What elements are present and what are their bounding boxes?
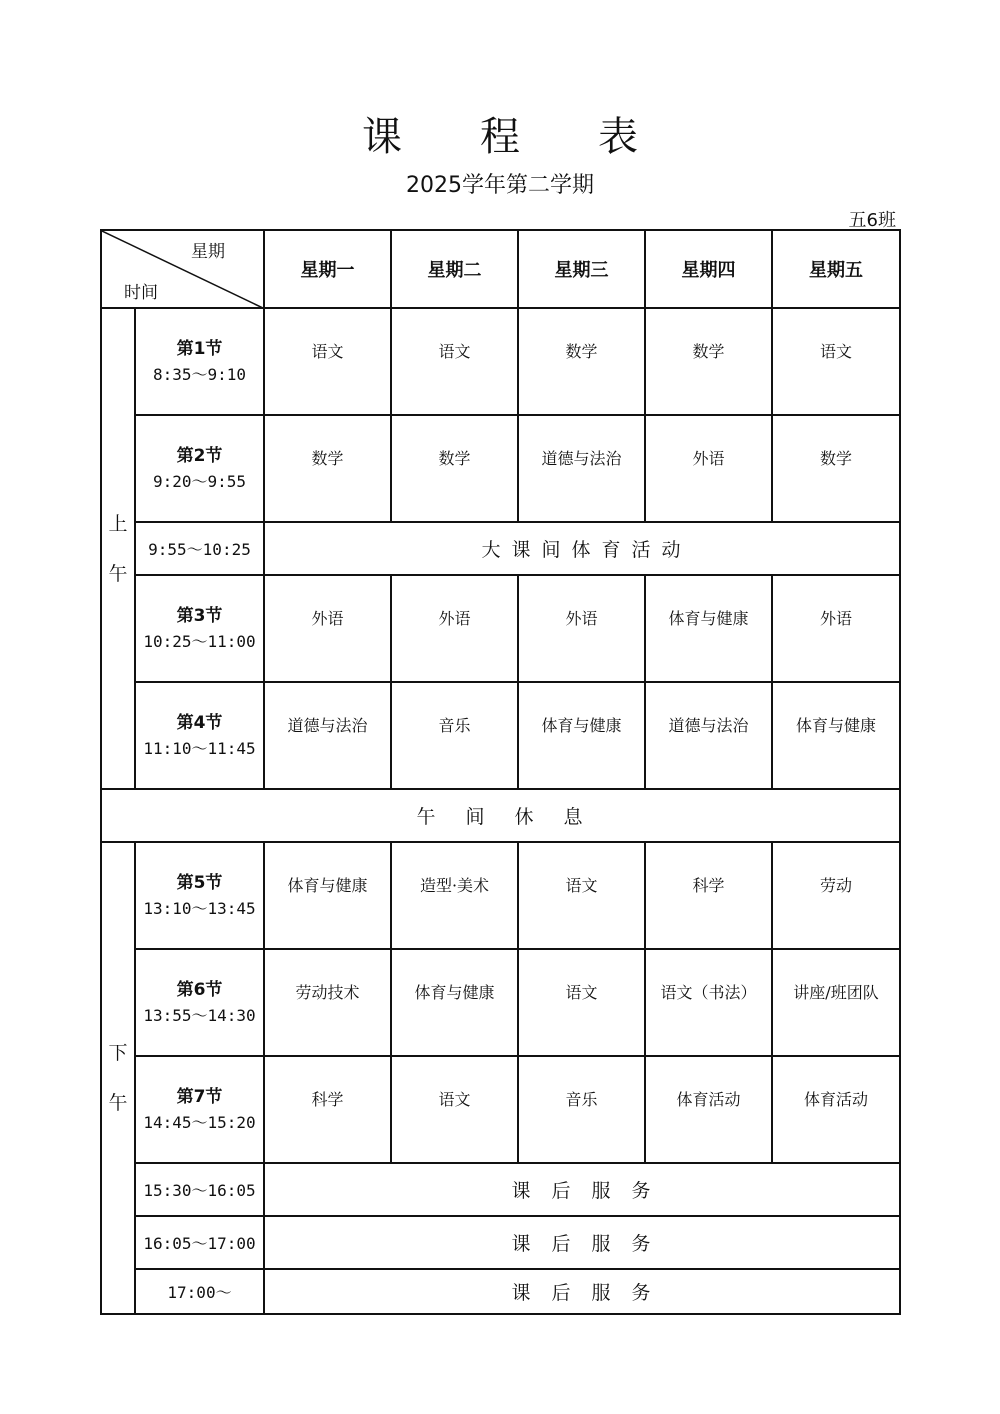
course-cell: 讲座/班团队 bbox=[772, 949, 900, 1056]
course-cell: 外语 bbox=[518, 575, 645, 682]
page-title: 课程表 bbox=[362, 114, 716, 160]
timetable bbox=[100, 229, 901, 1315]
break-time: 9:55～10:25 bbox=[135, 522, 264, 575]
course-cell: 语文（书法） bbox=[645, 949, 772, 1056]
course-cell: 体育与健康 bbox=[645, 575, 772, 682]
course-cell: 语文 bbox=[264, 308, 391, 415]
morning-label: 上 午 bbox=[101, 308, 135, 789]
course-cell: 外语 bbox=[645, 415, 772, 522]
after-school-service: 课 后 服 务 bbox=[264, 1216, 900, 1269]
course-cell: 语文 bbox=[391, 1056, 518, 1163]
table-row bbox=[101, 949, 900, 1056]
course-cell: 造型·美术 bbox=[391, 842, 518, 949]
table-row bbox=[101, 1216, 900, 1269]
course-cell: 体育与健康 bbox=[264, 842, 391, 949]
course-cell: 数学 bbox=[518, 308, 645, 415]
table-row bbox=[101, 842, 900, 949]
semester-subtitle: 2025学年第二学期 bbox=[406, 173, 594, 198]
day-header: 星期一 bbox=[264, 230, 391, 308]
noon-break: 午 间 休 息 bbox=[101, 789, 900, 842]
course-cell: 体育与健康 bbox=[518, 682, 645, 789]
course-cell: 语文 bbox=[772, 308, 900, 415]
table-row bbox=[101, 1269, 900, 1314]
course-cell: 劳动 bbox=[772, 842, 900, 949]
day-header: 星期二 bbox=[391, 230, 518, 308]
after-school-service: 课 后 服 务 bbox=[264, 1163, 900, 1216]
course-cell: 语文 bbox=[518, 949, 645, 1056]
period-cell: 第1节 8:35～9:10 bbox=[135, 308, 264, 415]
period-cell: 第2节 9:20～9:55 bbox=[135, 415, 264, 522]
service-time: 15:30～16:05 bbox=[135, 1163, 264, 1216]
table-row bbox=[101, 1056, 900, 1163]
period-cell: 第3节 10:25～11:00 bbox=[135, 575, 264, 682]
course-cell: 语文 bbox=[518, 842, 645, 949]
table-row bbox=[101, 415, 900, 522]
course-cell: 外语 bbox=[391, 575, 518, 682]
course-cell: 外语 bbox=[772, 575, 900, 682]
course-cell: 道德与法治 bbox=[264, 682, 391, 789]
course-cell: 数学 bbox=[391, 415, 518, 522]
day-header: 星期四 bbox=[645, 230, 772, 308]
course-cell: 体育与健康 bbox=[391, 949, 518, 1056]
afternoon-label: 下 午 bbox=[101, 842, 135, 1314]
corner-time-label: 时间 bbox=[124, 283, 158, 303]
course-cell: 外语 bbox=[264, 575, 391, 682]
course-cell: 数学 bbox=[264, 415, 391, 522]
corner-header bbox=[101, 230, 264, 308]
course-cell: 音乐 bbox=[518, 1056, 645, 1163]
table-row bbox=[101, 522, 900, 575]
course-cell: 数学 bbox=[645, 308, 772, 415]
course-cell: 体育与健康 bbox=[772, 682, 900, 789]
class-name: 五6班 bbox=[848, 210, 896, 231]
course-cell: 体育活动 bbox=[772, 1056, 900, 1163]
service-time: 16:05～17:00 bbox=[135, 1216, 264, 1269]
table-row bbox=[101, 575, 900, 682]
table-row bbox=[101, 308, 900, 415]
table-row bbox=[101, 789, 900, 842]
after-school-service: 课 后 服 务 bbox=[264, 1269, 900, 1314]
day-header: 星期三 bbox=[518, 230, 645, 308]
course-cell: 道德与法治 bbox=[518, 415, 645, 522]
course-cell: 数学 bbox=[772, 415, 900, 522]
course-cell: 语文 bbox=[391, 308, 518, 415]
table-row bbox=[101, 1163, 900, 1216]
big-break-activity: 大 课 间 体 育 活 动 bbox=[264, 522, 900, 575]
course-cell: 科学 bbox=[264, 1056, 391, 1163]
period-cell: 第7节 14:45～15:20 bbox=[135, 1056, 264, 1163]
period-cell: 第4节 11:10～11:45 bbox=[135, 682, 264, 789]
period-cell: 第5节 13:10～13:45 bbox=[135, 842, 264, 949]
course-cell: 音乐 bbox=[391, 682, 518, 789]
service-time: 17:00～ bbox=[135, 1269, 264, 1314]
day-header: 星期五 bbox=[772, 230, 900, 308]
corner-day-label: 星期 bbox=[191, 242, 225, 262]
period-cell: 第6节 13:55～14:30 bbox=[135, 949, 264, 1056]
table-row bbox=[101, 682, 900, 789]
course-cell: 体育活动 bbox=[645, 1056, 772, 1163]
course-cell: 劳动技术 bbox=[264, 949, 391, 1056]
course-cell: 科学 bbox=[645, 842, 772, 949]
course-cell: 道德与法治 bbox=[645, 682, 772, 789]
